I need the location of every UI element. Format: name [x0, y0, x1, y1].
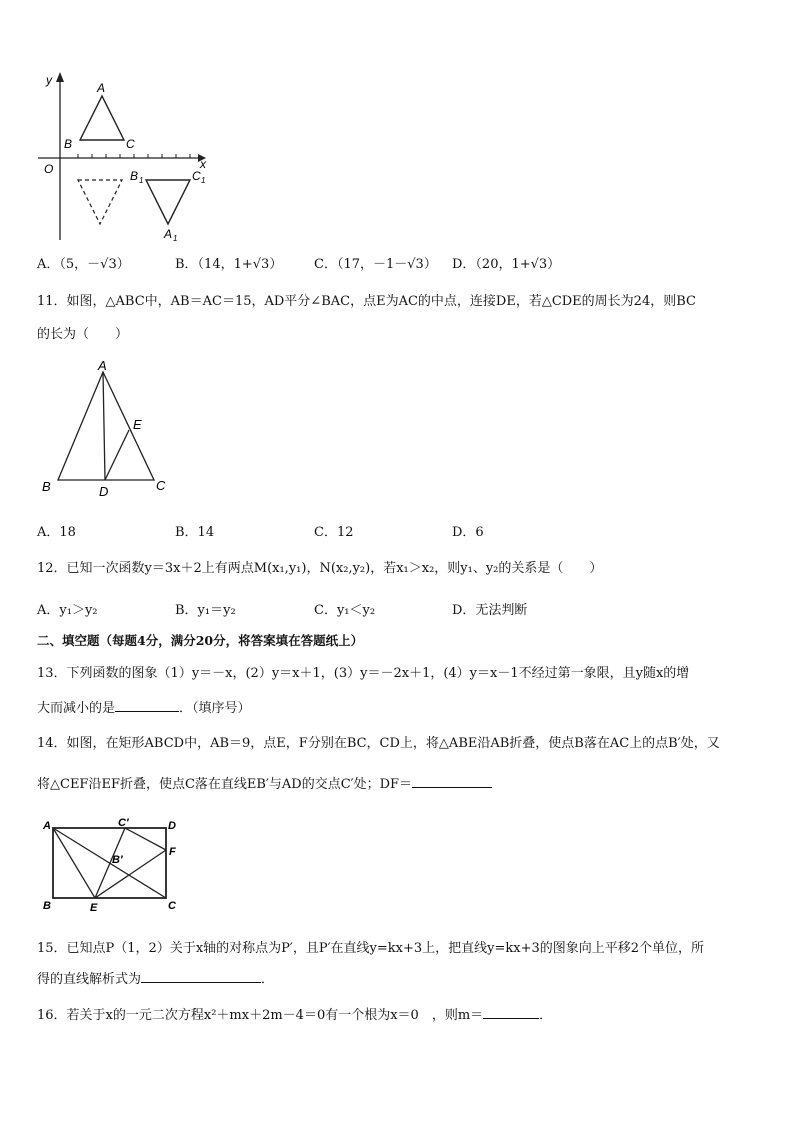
q14-line2-text: 将△CEF沿EF折叠，使点C落在直线EB′与AD的交点C′处；DF＝ — [37, 777, 413, 792]
q11-option-c: C．12 — [314, 525, 354, 540]
q13-stem-line2 — [37, 697, 251, 716]
q10-option-c: C．（17，－1－√3） — [314, 257, 437, 272]
label-b1: B — [130, 169, 139, 183]
label-f: F — [169, 846, 176, 858]
segment-de — [105, 430, 129, 480]
q15-line2-text: 得的直线解析式为 — [37, 972, 142, 987]
label-o: O — [44, 162, 54, 176]
label-b: B — [64, 137, 73, 151]
q12-option-a: A．y₁＞y₂ — [37, 603, 98, 618]
q10-figure — [30, 68, 220, 243]
label-b: B — [42, 479, 51, 494]
dashed-triangle — [78, 180, 122, 224]
q14-figure — [40, 815, 188, 915]
segment-ad — [103, 372, 105, 480]
q13-answer-blank[interactable] — [115, 699, 179, 712]
label-d: D — [99, 484, 109, 499]
label-e: E — [90, 902, 98, 914]
label-a1: A — [164, 227, 173, 241]
q15-line2-suffix: ． — [261, 972, 275, 987]
q11-stem-line1: 11．如图，△ABC中，AB＝AC＝15，AD平分∠BAC，点E为AC的中点，连接DE，若△CDE的周长为24，则BC — [37, 294, 696, 309]
label-x: x — [200, 157, 206, 171]
q12-stem: 12．已知一次函数y＝3x＋2上有两点M(x₁,y₁)，N(x₂,y₂)，若x₁＞x₂，则y₁、y₂的关系是（ ） — [37, 561, 603, 576]
q14-stem-line2 — [37, 773, 492, 792]
label-c1: C′ — [118, 817, 129, 829]
q11-stem-line2: 的长为（ ） — [37, 327, 129, 342]
label-b1-sub: 1 — [139, 176, 144, 185]
q16-stem — [37, 1004, 552, 1023]
label-c: C — [156, 478, 166, 493]
q16-suffix: ． — [539, 1008, 553, 1023]
q14-answer-blank[interactable] — [412, 775, 492, 788]
q11-figure — [36, 358, 186, 506]
q13-line2-suffix: ．（填序号） — [179, 701, 251, 716]
label-d: D — [168, 820, 176, 832]
label-b: B — [43, 900, 51, 912]
label-c1: C — [192, 169, 201, 183]
q11-option-b: B．14 — [175, 525, 215, 540]
triangle-abc — [80, 96, 124, 140]
q16-text: 16．若关于x的一元二次方程x²＋mx＋2m－4＝0有一个根为x＝0 ，则m＝ — [37, 1008, 484, 1023]
q10-option-b: B．（14，1+√3） — [175, 257, 283, 272]
label-c: C — [126, 137, 135, 151]
segment-ae — [53, 828, 95, 898]
q14-stem-line1: 14．如图，在矩形ABCD中，AB＝9，点E，F分别在BC，CD上，将△ABE沿AB折叠，使点B落在AC上的点B′处，又 — [37, 736, 720, 751]
label-a: A — [98, 358, 107, 373]
q11-option-d: D．6 — [452, 525, 484, 540]
label-c: C — [168, 900, 176, 912]
q10-option-a: A．（5，－√3） — [37, 257, 130, 272]
q10-option-d: D．（20，1+√3） — [452, 257, 561, 272]
q15-stem-line2 — [37, 968, 274, 987]
label-e: E — [133, 417, 142, 432]
triangle-a1b1c1 — [146, 180, 190, 224]
q15-answer-blank[interactable] — [141, 970, 261, 983]
label-a: A — [43, 820, 51, 832]
q12-option-b: B．y₁＝y₂ — [175, 603, 236, 618]
section-heading: 二、填空题（每题4分，满分20分，将答案填在答题纸上） — [37, 633, 364, 648]
label-a: A — [97, 81, 106, 95]
segment-c1f — [125, 828, 166, 850]
label-c1-sub: 1 — [201, 176, 206, 185]
q13-line2-text: 大而减小的是 — [37, 701, 116, 716]
q12-option-d: D．无法判断 — [452, 603, 528, 618]
q16-answer-blank[interactable] — [483, 1006, 539, 1019]
q11-option-a: A．18 — [37, 525, 76, 540]
label-b1: B′ — [112, 854, 123, 866]
label-y: y — [46, 73, 52, 87]
q12-option-c: C．y₁＜y₂ — [314, 603, 376, 618]
q15-stem-line1: 15．已知点P（1，2）关于x轴的对称点为P′，且P′在直线y=kx+3上，把直线y=kx+3的图象向上平移2个单位，所 — [37, 941, 705, 956]
q13-stem-line1: 13．下列函数的图象（1）y＝－x，(2）y＝x＋1，(3）y＝－2x＋1，(4）y＝x－1不经过第一象限，且y随x的增 — [37, 666, 690, 681]
label-a1-sub: 1 — [173, 234, 178, 243]
